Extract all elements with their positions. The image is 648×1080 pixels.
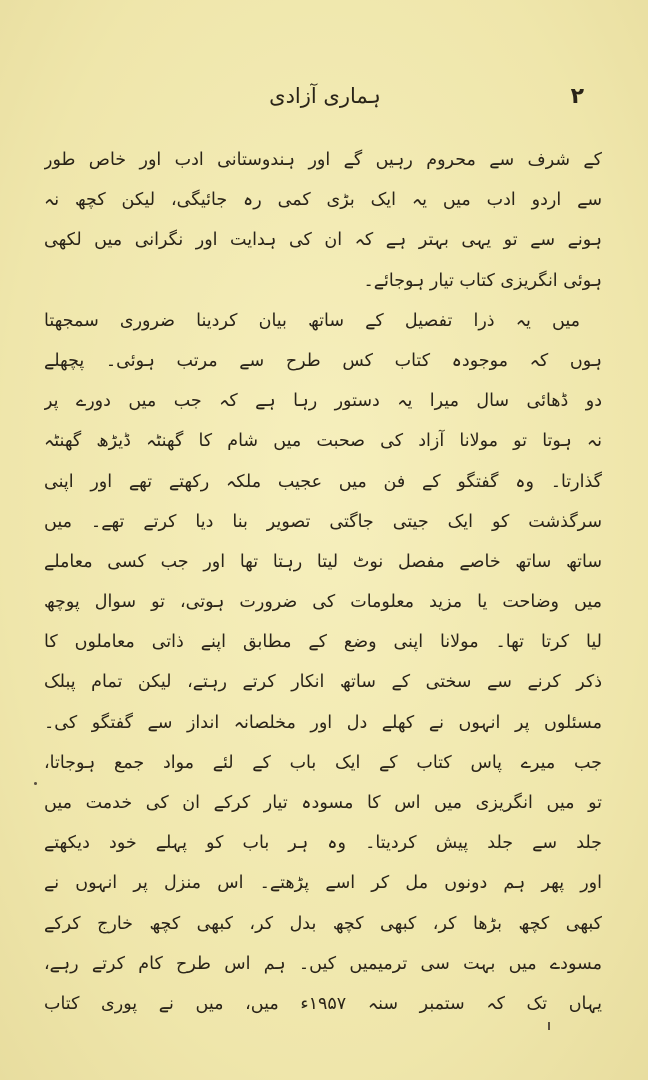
text-line: دو ڈھائی سال میرا یہ دستور رہا ہے کہ جب میں دورے پر [44,391,602,412]
text-line: اور پھر ہم دونوں مل کر اسے پڑھتے۔ اس منزل پر انہوں نے [44,873,602,894]
text-line: میں وضاحت یا مزید معلومات کی ضرورت ہوتی، تو سوال پوچھ [44,592,602,613]
body-text [44,140,602,1024]
page-header [60,80,590,120]
text-line: گذارتا۔ وہ گفتگو کے فن میں عجیب ملکہ رکھتے تھے اور اپنی [44,471,602,492]
text-line: سے اردو ادب میں یہ ایک بڑی کمی رہ جائیگی، لیکن کچھ نہ [44,190,602,211]
text-line: جلد سے جلد پیش کردیتا۔ وہ ہر باب کو پہلے خود دیکھتے [44,833,602,854]
text-line: ساتھ ساتھ خاصے مفصل نوٹ لیتا رہتا تھا اور جب کسی معاملے [44,551,602,572]
text-line: ہونے سے تو یہی بہتر ہے کہ ان کی ہدایت اور نگرانی میں لکھی [44,230,602,251]
text-line: مسئلوں پر انہوں نے کھلے دل اور مخلصانہ انداز سے گفتگو کی۔ [44,712,602,733]
text-line: میں یہ ذرا تفصیل کے ساتھ بیان کردینا ضروری سمجھتا [44,310,580,331]
running-title: ہماری آزادی [269,84,381,108]
stray-dot [34,782,37,785]
text-line: نہ ہوتا تو مولانا آزاد کی صحبت میں شام کا گھنٹہ ڈیڑھ گھنٹہ [44,431,602,452]
margin-mark [548,1022,550,1030]
text-line: یہاں تک کہ ستمبر سنہ ۱۹۵۷ء میں، میں نے پوری کتاب [44,993,602,1014]
text-line: لیا کرتا تھا۔ مولانا اپنی وضع کے مطابق اپنے ذاتی معاملوں کا [44,632,602,653]
text-line: جب میرے پاس کتاب کے ایک باب کے لئے مواد جمع ہوجاتا، [44,752,602,773]
page-number: ۲ [570,84,584,109]
text-line: ذکر کرنے سے سختی کے ساتھ انکار کرتے رہتے، لیکن تمام پبلک [44,672,602,693]
text-line: تو میں انگریزی میں اس کا مسودہ تیار کرکے ان کی خدمت میں [44,793,602,813]
text-line: ہوں کہ موجودہ کتاب کس طرح سے مرتب ہوئی۔ پچھلے [44,350,602,371]
text-line: سرگذشت کو ایک جیتی جاگتی تصویر بنا دیا کرتے تھے۔ میں [44,511,602,532]
text-line: مسودے میں بہت سی ترمیمیں کیں۔ ہم اس طرح کام کرتے رہے، [44,953,602,974]
text-line: کے شرف سے محروم رہیں گے اور ہندوستانی ادب اور خاص طور [44,150,602,170]
text-line: کبھی کچھ بڑھا کر، کبھی کچھ بدل کر، کبھی کچھ خارج کرکے [44,913,602,934]
text-line: ہوئی انگریزی کتاب تیار ہوجائے۔ [363,270,602,291]
